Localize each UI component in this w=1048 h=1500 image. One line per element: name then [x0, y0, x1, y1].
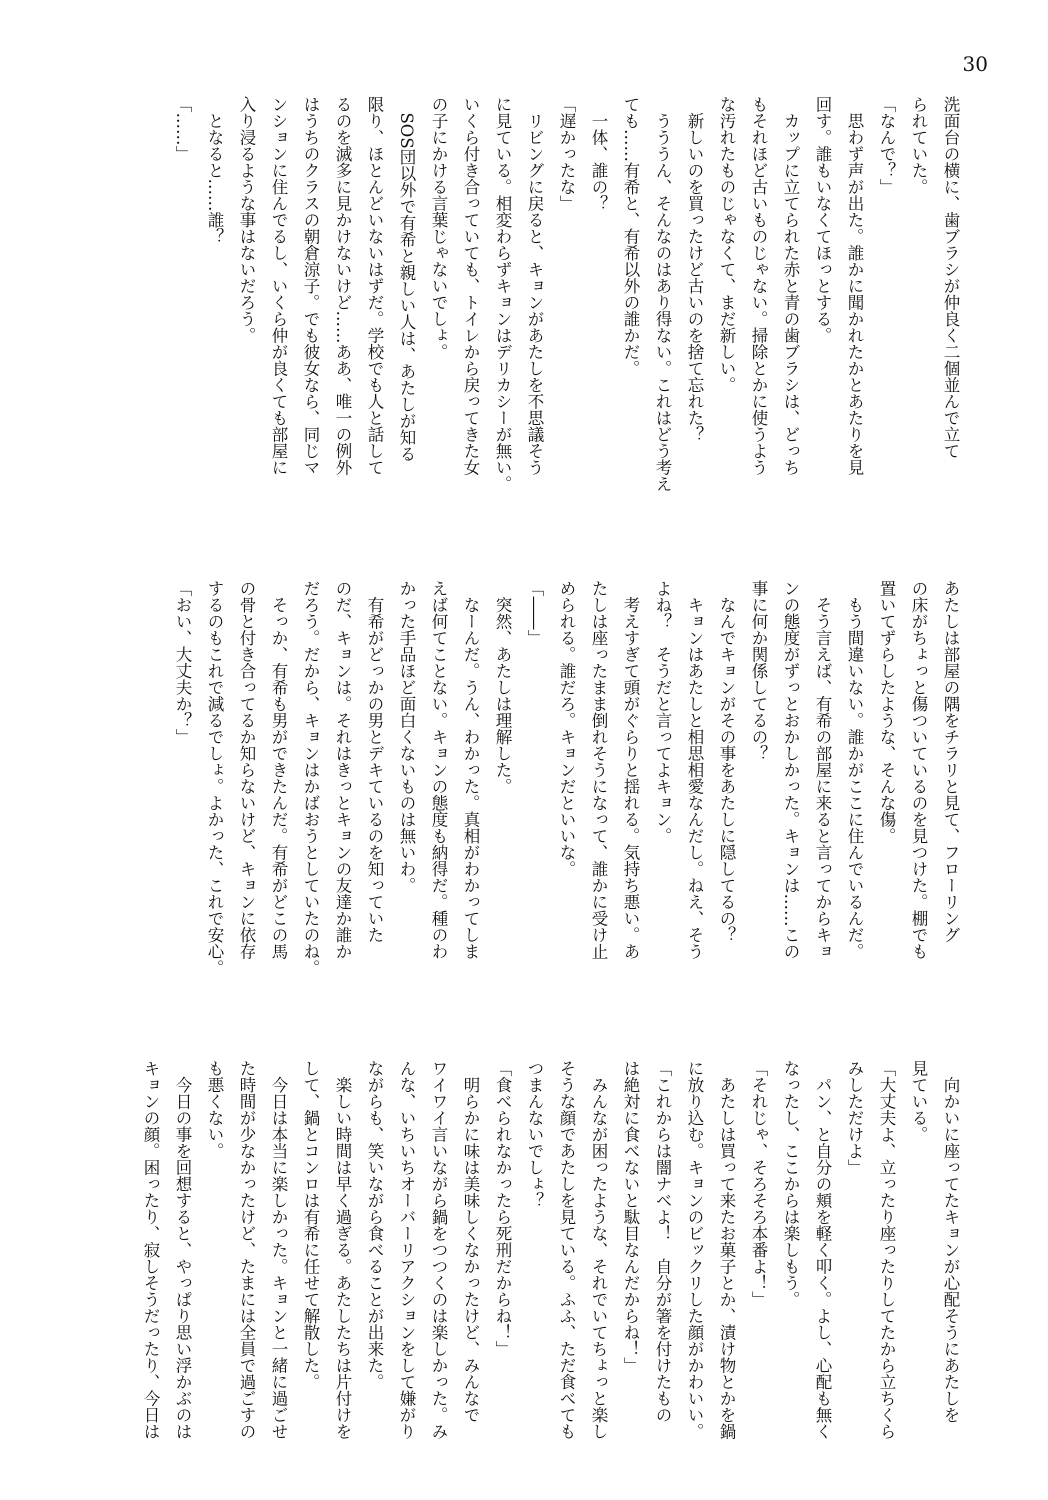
text-line: なーんだ。うん、わかった。真相がわかってしま — [461, 580, 480, 960]
text-line: ワイワイ言いながら鍋をつつくのは楽しかった。み — [429, 1060, 448, 1440]
text-line: うううん、そんなのはあり得ない。これはどう考え — [653, 96, 672, 492]
text-line: リビングに戻ると、キョンがあたしを不思議そう — [525, 96, 544, 476]
text-line: もう間違いない。誰かがここに住んでいるんだ。 — [845, 580, 864, 960]
text-line: も悪くない。 — [205, 1060, 224, 1159]
text-line: んな、いちいちオーバーリアクションをして嫌がり — [397, 1060, 416, 1440]
text-line: られていた。 — [909, 96, 928, 195]
text-line: カップに立てられた赤と青の歯ブラシは、どっち — [781, 96, 800, 476]
text-line: の骨と付き合ってるか知らないけど、キョンに依存 — [237, 580, 256, 960]
text-block-upper — [173, 96, 966, 536]
text-line: つまんないでしょ？ — [525, 1060, 544, 1209]
text-line: みんなが困ったような、それでいてちょっと楽し — [589, 1060, 608, 1440]
text-line: ンの態度がずっとおかしかった。キョンは……この — [781, 580, 800, 960]
text-line: に放り込む。キョンのビックリした顔がかわいい。 — [685, 1060, 704, 1440]
text-line: ンションに住んでるし、いくら仲が良くても部屋に — [269, 96, 288, 476]
text-line: 思わず声が出た。誰かに聞かれたかとあたりを見 — [845, 96, 864, 476]
text-line: もそれほど古いものじゃない。掃除とかに使うよう — [749, 96, 768, 476]
text-line: 「食べられなかったら死刑だからね！」 — [493, 1060, 512, 1357]
text-line: SOS団以外で有希と親しい人は、あたしが知る — [397, 96, 416, 463]
text-line: ながらも、笑いながら食べることが出来た。 — [365, 1060, 384, 1390]
text-line: 「大丈夫よ、立ったり座ったりしてたから立ちくら — [877, 1060, 896, 1440]
text-line: 今日は本当に楽しかった。キョンと一緒に過ごせ — [269, 1060, 288, 1440]
text-line: 考えすぎて頭がぐらりと揺れる。気持ち悪い。あ — [621, 580, 640, 960]
text-line: 洗面台の横に、歯ブラシが仲良く二個並んで立て — [941, 96, 960, 459]
text-line: 楽しい時間は早く過ぎる。あたしたちは片付けを — [333, 1060, 352, 1440]
text-line: 新しいのを買ったけど古いのを捨て忘れた？ — [685, 96, 704, 443]
text-line: して、鍋とコンロは有希に任せて解散した。 — [301, 1060, 320, 1390]
text-line: するのもこれで減るでしょ。よかった、これで安心。 — [205, 580, 224, 976]
text-line: は絶対に食べないと駄目なんだからね！」 — [621, 1060, 640, 1374]
text-line: 向かいに座ってたキョンが心配そうにあたしを — [941, 1060, 960, 1423]
text-line: 今日の事を回想すると、やっぱり思い浮かぶのは — [173, 1060, 192, 1440]
text-line: 事に何か関係してるの？ — [749, 580, 768, 762]
text-line: 回す。誰もいなくてほっとする。 — [813, 96, 832, 344]
text-line: な汚れたものじゃなくて、まだ新しい。 — [717, 96, 736, 393]
text-line: そうな顔であたしを見ている。ふふ、ただ食べても — [557, 1060, 576, 1440]
text-line: かった手品ほど面白くないものは無いわ。 — [397, 580, 416, 894]
text-line: 突然、あたしは理解した。 — [493, 580, 512, 795]
text-line: められる。誰だろ。キョンだといいな。 — [557, 580, 576, 877]
text-line: キョンの顔。困ったり、寂しそうだったり、今日は — [141, 1060, 160, 1440]
text-line: るのを滅多に見かけないけど……ああ、唯一の例外 — [333, 96, 352, 476]
text-line: 「おい、大丈夫か？」 — [173, 580, 192, 745]
text-line: なんでキョンがその事をあたしに隠してるの？ — [717, 580, 736, 943]
text-block-lower — [141, 1060, 966, 1450]
text-line: 「それじゃ、そろそろ本番よ！」 — [749, 1060, 768, 1308]
text-line: キョンはあたしと相思相愛なんだし。ねえ、そう — [685, 580, 704, 960]
text-line: 明らかに味は美味しくなかったけど、みんなで — [461, 1060, 480, 1423]
text-line: たしは座ったまま倒れそうになって、誰かに受け止 — [589, 580, 608, 960]
text-line: 見ている。 — [909, 1060, 928, 1143]
text-line: 一体、誰の？ — [589, 96, 608, 212]
text-line: パン、と自分の頬を軽く叩く。よし、心配も無く — [813, 1060, 832, 1440]
text-line: 「これからは闇ナベよ！ 自分が箸を付けたもの — [653, 1060, 672, 1423]
text-line: そっか、有希も男ができたんだ。有希がどこの馬 — [269, 580, 288, 960]
text-line: あたしは買って来たお菓子とか、漬け物とかを鍋 — [717, 1060, 736, 1440]
text-line: 入り浸るような事はないだろう。 — [237, 96, 256, 344]
text-line: 「なんで？」 — [877, 96, 896, 195]
text-line: 「……」 — [173, 96, 192, 162]
text-line: そう言えば、有希の部屋に来ると言ってからキョ — [813, 580, 832, 960]
text-block-middle — [173, 580, 966, 1020]
text-line: だろう。だから、キョンはかばおうとしていたのね。 — [301, 580, 320, 976]
text-line: いくら付き合っていても、トイレから戻ってきた女 — [461, 96, 480, 476]
text-line: みしただけよ」 — [845, 1060, 864, 1176]
text-line: 「――」 — [525, 580, 544, 646]
text-line: なったし、ここからは楽しもう。 — [781, 1060, 800, 1308]
text-line: ても……有希と、有希以外の誰かだ。 — [621, 96, 640, 377]
text-line: 限り、ほとんどいないはずだ。学校でも人と話して — [365, 96, 384, 476]
text-line: えば何てことない。キョンの態度も納得だ。種のわ — [429, 580, 448, 960]
text-line: の床がちょっと傷ついているのを見つけた。棚でも — [909, 580, 928, 960]
page-number: 30 — [962, 52, 988, 76]
text-line: はうちのクラスの朝倉涼子。でも彼女なら、同じマ — [301, 96, 320, 476]
text-line: 有希がどっかの男とデキているのを知っていた — [365, 580, 384, 943]
text-line: 「遅かったな」 — [557, 96, 576, 212]
text-line: のだ、キョンは。それはきっとキョンの友達か誰か — [333, 580, 352, 960]
text-line: に見ている。相変わらずキョンはデリカシーが無い。 — [493, 96, 512, 492]
text-line: た時間が少なかったけど、たまには全員で過ごすの — [237, 1060, 256, 1440]
text-line: となると……誰？ — [205, 96, 224, 245]
text-line: よね？ そうだと言ってよキョン。 — [653, 580, 672, 844]
text-line: 置いてずらしたような、そんな傷。 — [877, 580, 896, 844]
text-line: あたしは部屋の隅をチラリと見て、フローリング — [941, 580, 960, 943]
text-line: の子にかける言葉じゃないでしょ。 — [429, 96, 448, 360]
